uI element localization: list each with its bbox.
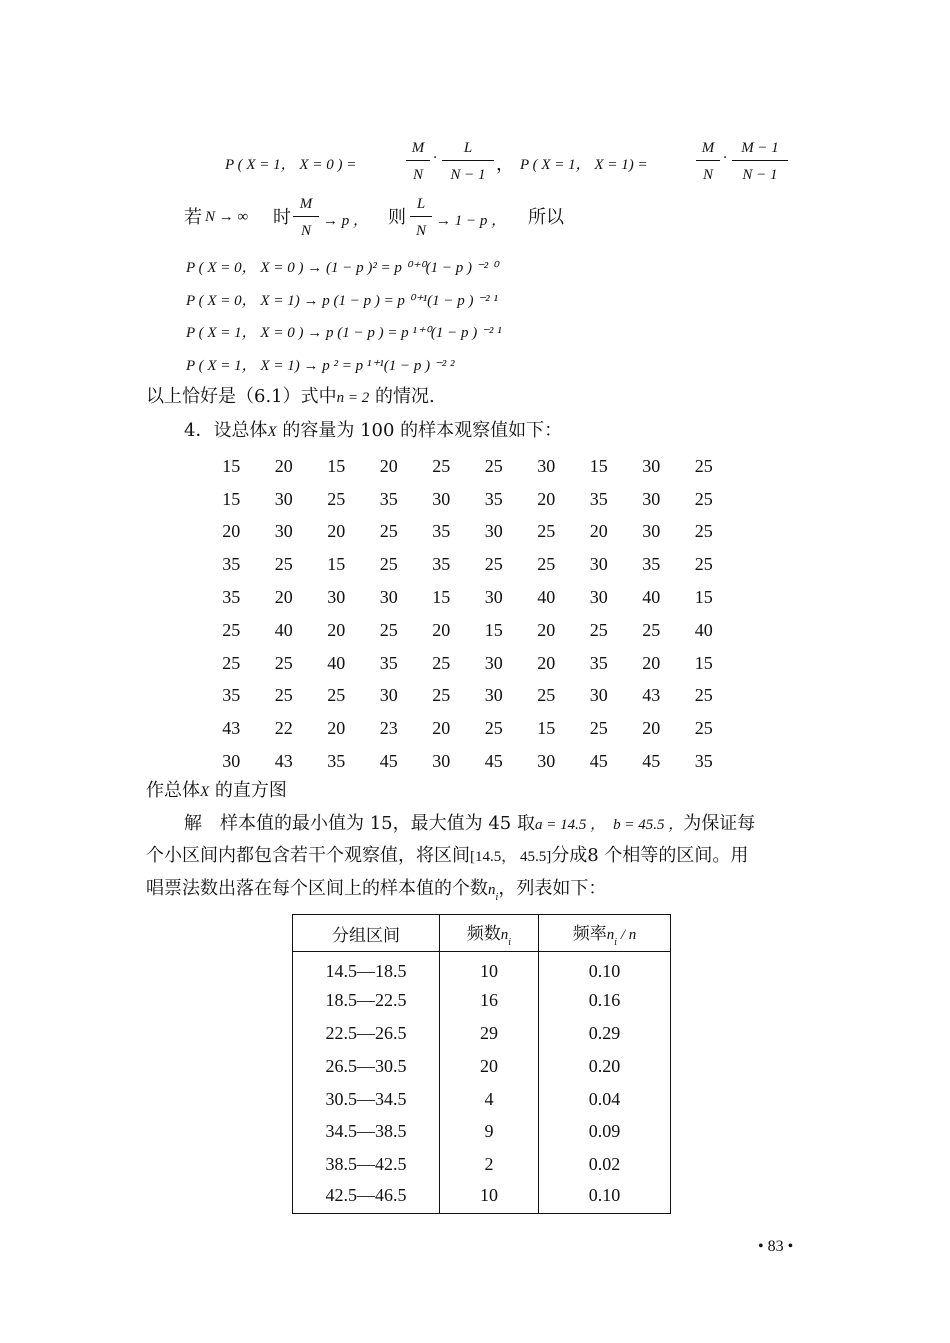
sample-row: 15 20 15 20 25 25 30 15 30 25 [222, 455, 713, 476]
fraction-m-over-n-2: $\frac{M}{N}$ [696, 140, 720, 184]
limit-line-00: P ( X = 0， X = 0 ) → (1 − p )² = p ⁰⁺⁰(1 − p ) ⁻² ⁰ [186, 260, 498, 276]
fraction-l-over-n-1: $\frac{L}{N - 1}$ [442, 140, 494, 184]
problem-4-statement: 4．设总体X 的容量为 100 的样本观察值如下： [184, 420, 563, 441]
header-relative-frequency: 频率$n_i$ / n [539, 915, 671, 952]
sample-row: 15 30 25 35 30 35 20 35 30 25 [222, 488, 713, 509]
comma: ， [496, 154, 514, 175]
header-interval: 分组区间 [293, 915, 440, 952]
sample-row: 43 22 20 23 20 25 15 25 20 25 [222, 718, 713, 739]
table-row: 42.5—46.5 10 0.10 [293, 1181, 671, 1214]
header-frequency: 频数$n_i$ [440, 915, 539, 952]
text-shi: 时 [273, 207, 291, 228]
table-row: 38.5—42.5 2 0.02 [293, 1148, 671, 1181]
frequency-table [292, 914, 671, 1214]
fraction-m-1-over-n-1: $\frac{M - 1}{N - 1}$ [732, 140, 788, 184]
limit-line-01: P ( X = 0， X = 1) → p (1 − p ) = p ⁰⁺¹(1 − p ) ⁻² ¹ [186, 293, 498, 309]
sample-row: 25 40 20 25 20 15 20 25 25 40 [222, 619, 713, 640]
arrow-1-minus-p: → 1 − p ， [436, 213, 507, 229]
sample-row: 35 25 25 30 25 30 25 30 43 25 [222, 685, 713, 706]
sample-data-grid [205, 450, 730, 778]
table-row: 22.5—26.5 29 0.29 [293, 1017, 671, 1050]
fraction-m-over-n: $\frac{M}{N}$ [406, 140, 430, 184]
dot-operator-2: · [723, 150, 727, 166]
sample-row: 20 30 20 25 35 30 25 20 30 25 [222, 521, 713, 542]
formula-p11-p10: P ( X = 1， X = 0 ) = [225, 157, 357, 173]
text-ruo: 若 [184, 207, 202, 228]
solution-line-2: 个小区间内都包含若干个观察值，将区间[14.5， 45.5]分成8 个相等的区间。用 [146, 845, 749, 866]
table-row: 14.5—18.5 10 0.10 [293, 952, 671, 985]
dot-operator: · [433, 150, 437, 166]
arrow-p: → p ， [323, 213, 369, 229]
sample-row: 35 25 15 25 35 25 25 30 35 25 [222, 554, 713, 575]
table-row: 30.5—34.5 4 0.04 [293, 1083, 671, 1116]
histogram-task: 作总体X 的直方图 [146, 780, 287, 801]
limit-line-10: P ( X = 1， X = 0 ) → p (1 − p ) = p ¹⁺⁰(1 − p ) ⁻² ¹ [186, 325, 502, 341]
sample-row: 35 20 30 30 15 30 40 30 40 15 [222, 587, 713, 608]
sample-row: 25 25 40 35 25 30 20 35 20 15 [222, 652, 713, 673]
fraction-limit-l-n: $\frac{L}{N}$ [410, 196, 432, 240]
formula-p11-p11: P ( X = 1， X = 1) = [520, 157, 648, 173]
text-suoyi: 所以 [528, 207, 564, 228]
limit-line-11: P ( X = 1， X = 1) → p ² = p ¹⁺¹(1 − p ) ⁻² ² [186, 358, 455, 374]
table-row: 18.5—22.5 16 0.16 [293, 984, 671, 1017]
solution-line-1: 解 样本值的最小值为 15，最大值为 45 取a = 14.5 ， b = 45.5 ，为保证每 [184, 813, 756, 834]
solution-line-3: 唱票法数出落在每个区间上的样本值的个数$n_i$，列表如下： [146, 878, 607, 903]
sample-row: 30 43 35 45 30 45 30 45 45 35 [222, 751, 713, 772]
paragraph-conclusion: 以上恰好是（6.1）式中n = 2 的情况. [146, 386, 435, 407]
table-row: 34.5—38.5 9 0.09 [293, 1115, 671, 1148]
limit-n-infinity: N → ∞ [205, 209, 249, 225]
fraction-limit-m-n: $\frac{M}{N}$ [293, 196, 319, 240]
table-header-row [293, 915, 671, 952]
table-row: 26.5—30.5 20 0.20 [293, 1050, 671, 1083]
text-ze: 则 [388, 207, 406, 228]
page-number: • 83 • [758, 1238, 794, 1255]
